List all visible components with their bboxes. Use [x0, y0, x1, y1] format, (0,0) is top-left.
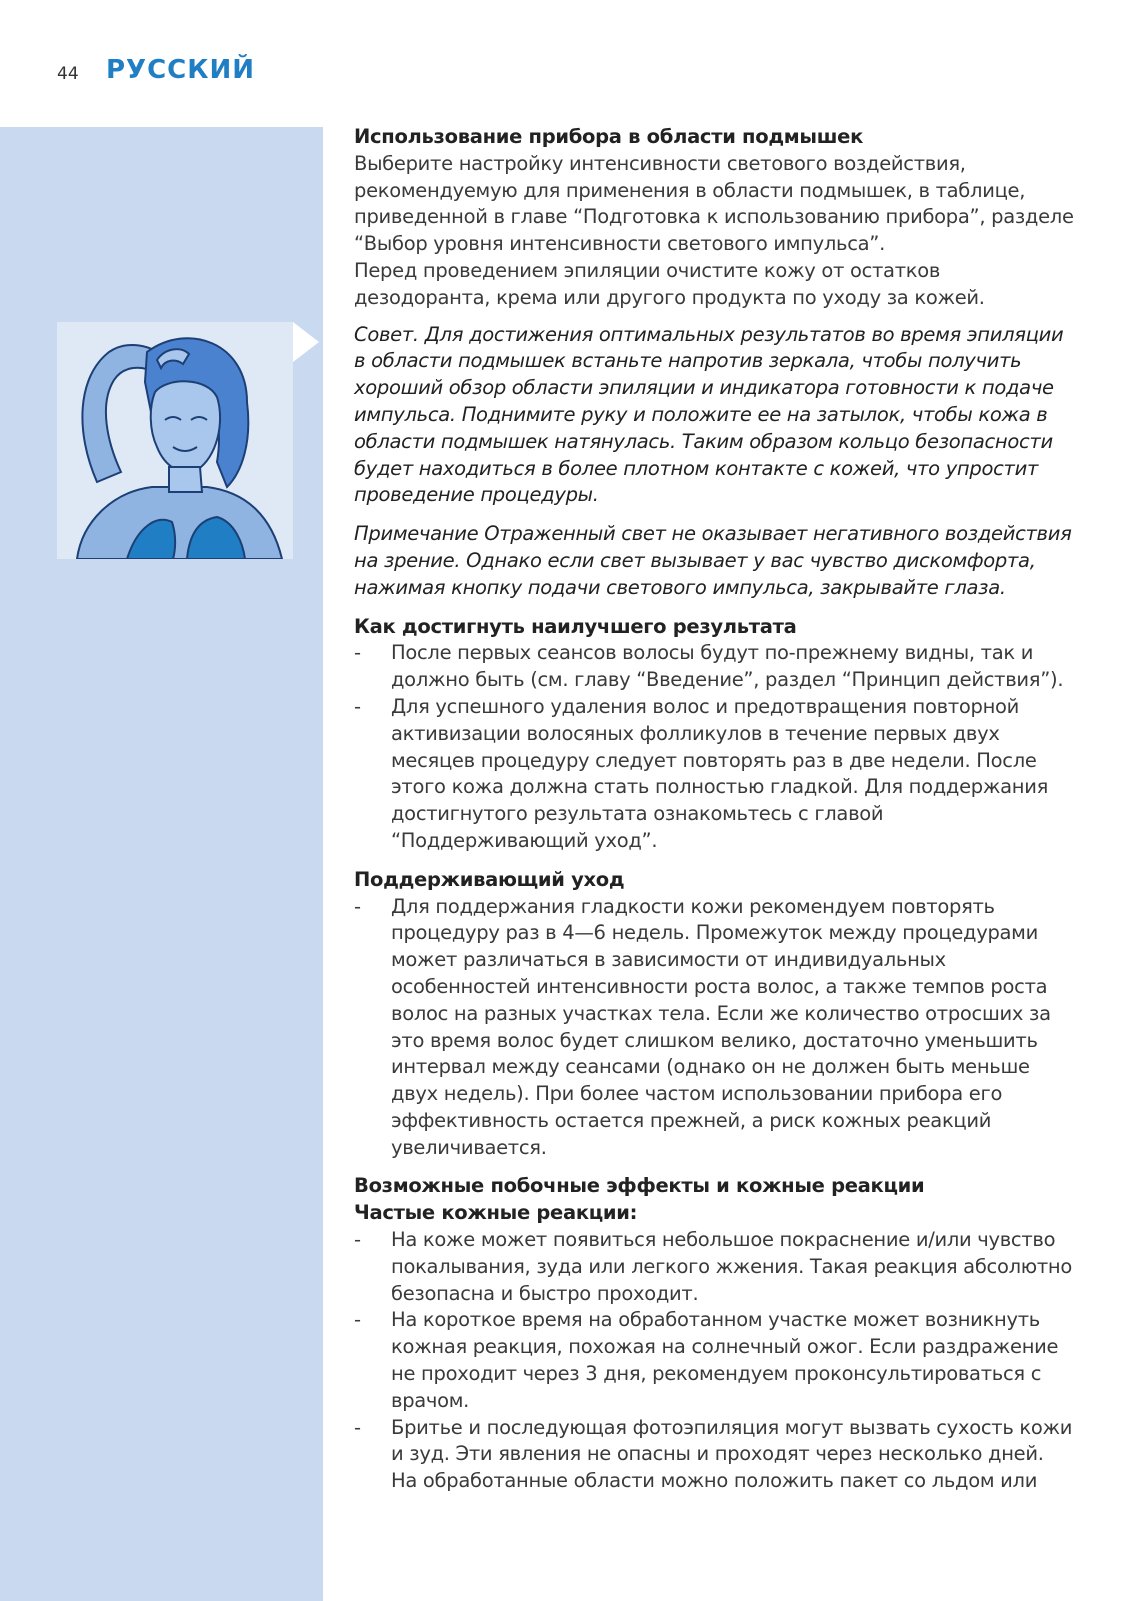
- best-results-heading: Как достигнуть наилучшего результата: [354, 614, 797, 638]
- main-content: [354, 124, 1074, 1495]
- bullet-dash: -: [354, 1308, 361, 1332]
- underarm-paragraph-2: Перед проведением эпиляции очистите кожу от остатков дезодоранта, крема или другого продукта по уходу за кожей.: [354, 258, 985, 309]
- list-item: - Бритье и последующая фотоэпиляция могут вызвать сухость кожи и зуд. Эти явления не опасны и проходят через несколько дней. На обработанные области можно положить пакет со льдом или: [354, 1415, 1073, 1493]
- callout-pointer: [293, 322, 319, 362]
- underarm-heading: Использование прибора в области подмышек: [354, 125, 864, 148]
- page-number: 44: [57, 64, 79, 84]
- list-item: - Для поддержания гладкости кожи рекомендуем повторять процедуру раз в 4—6 недель. Промежуток между процедурами может различаться в зависимости от индивидуальных особенностей интенсивности роста волос, а также темпов роста волос на разных участках тела. Если же количество отросших за это время волос будет слишком велико, достаточно уменьшить интервал между сеансами (однако он не должен быть меньше двух недель). При более частом использовании прибора его эффективность остается прежней, а риск кожных реакций увеличивается.: [354, 894, 1051, 1159]
- woman-raised-arm-illustration: [57, 322, 293, 559]
- side-effects-heading: Возможные побочные эффекты и кожные реакции: [354, 1174, 925, 1198]
- side-effects-subheading: Частые кожные реакции:: [354, 1201, 638, 1225]
- maintenance-list: [354, 894, 1074, 1162]
- list-item: - На короткое время на обработанном участке может возникнуть кожная реакция, похожая на солнечный ожог. Если раздражение не проходит через 3 дня, рекомендуем проконсультироваться с врачом.: [354, 1308, 1059, 1412]
- list-item: - Для успешного удаления волос и предотвращения повторной активизации волосяных фолликулов в течение первых двух месяцев процедуру следует повторять раз в две недели. После этого кожа должна стать полностью гладкой. Для поддержания достигнутого результата ознакомьтесь с главой “Поддерживающий уход”.: [354, 694, 1049, 852]
- list-item: - На коже может появиться небольшое покраснение и/или чувство покалывания, зуда или легкого жжения. Такая реакция абсолютно безопасна и быстро проходит.: [354, 1228, 1073, 1305]
- bullet-dash: -: [354, 894, 361, 918]
- underarm-paragraph-1: Выберите настройку интенсивности светового воздействия, рекомендуемую для применения в области подмышек, в таблице, приведенной в главе “Подготовка к использованию прибора”, разделе “Выбор уровня интенсивности светового импульса”.: [354, 151, 1074, 256]
- bullet-dash: -: [354, 641, 361, 665]
- bullet-dash: -: [354, 1228, 361, 1252]
- bullet-dash: -: [354, 1415, 361, 1439]
- side-effects-list: [354, 1227, 1074, 1495]
- best-results-list: [354, 640, 1074, 854]
- tip-text: Совет. Для достижения оптимальных результатов во время эпиляции в области подмышек встаньте напротив зеркала, чтобы получить хороший обзор области эпиляции и индикатора готовности к подаче импульса. Поднимите руку и положите ее на затылок, чтобы кожа в области подмышек натянулась. Таким образом кольцо безопасности будет находиться в более плотном контакте с кожей, что упростит проведение процедуры.: [354, 322, 1064, 507]
- list-item: - После первых сеансов волосы будут по-прежнему видны, так и должно быть (см. главу “Введение”, раздел “Принцип действия”).: [354, 641, 1064, 692]
- note-text: Примечание Отраженный свет не оказывает негативного воздействия на зрение. Однако если свет вызывает у вас чувство дискомфорта, нажимая кнопку подачи светового импульса, закрывайте глаза.: [354, 522, 1072, 599]
- bullet-dash: -: [354, 694, 361, 718]
- maintenance-heading: Поддерживающий уход: [354, 867, 625, 891]
- language-title: РУССКИЙ: [106, 55, 256, 85]
